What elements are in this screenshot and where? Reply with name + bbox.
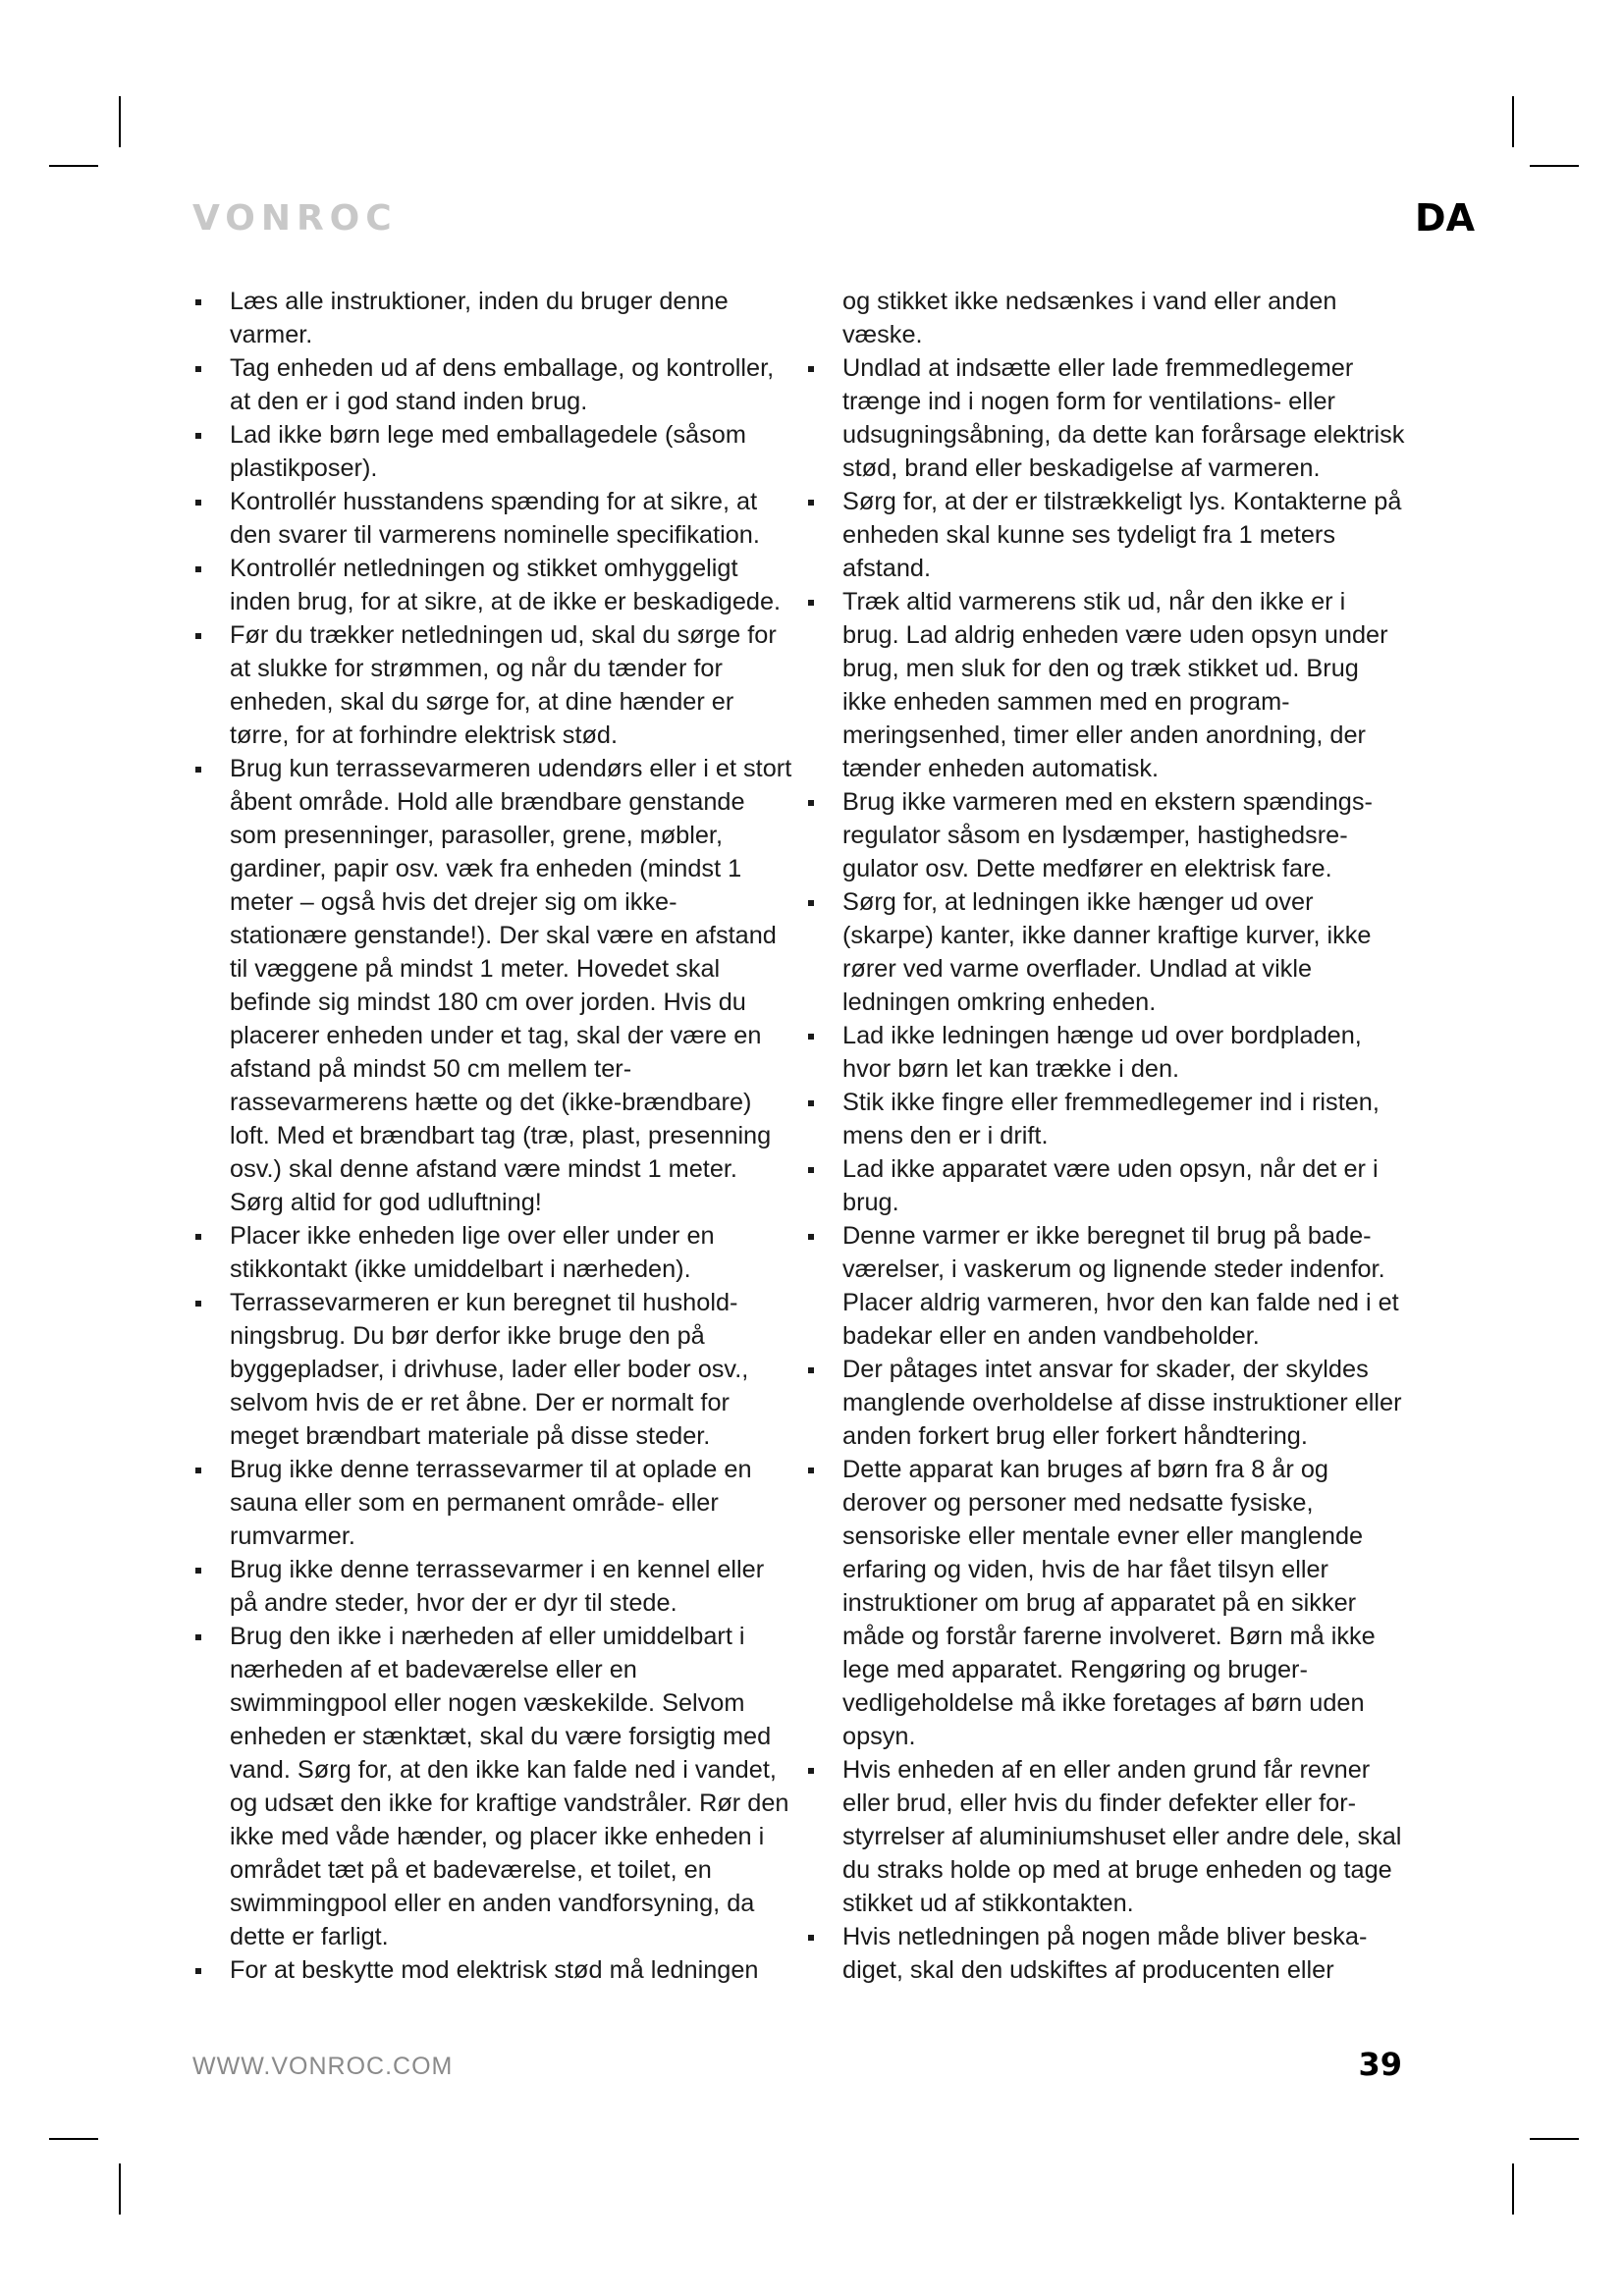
bullet-icon bbox=[195, 1468, 201, 1473]
bullet-icon bbox=[195, 767, 201, 773]
bullet-icon bbox=[195, 1301, 201, 1307]
bullet-icon bbox=[808, 1167, 814, 1173]
bullet-icon bbox=[808, 600, 814, 606]
list-item bbox=[805, 1920, 1406, 1987]
language-code: DA bbox=[1415, 196, 1475, 240]
list-item bbox=[192, 752, 793, 1219]
list-item bbox=[805, 585, 1406, 785]
bullet-icon bbox=[195, 433, 201, 439]
bullet-icon bbox=[195, 299, 201, 305]
list-item bbox=[192, 285, 793, 351]
list-item bbox=[192, 1286, 793, 1453]
list-item-text: Denne varmer er ikke beregnet til brug på badeværelser, i vaskerum og lignende steder indenfor. Placer aldrig varmeren, hvor den kan falde ned i et badekar eller en anden vandbeholder. bbox=[842, 1222, 1399, 1350]
list-item-text: Tag enheden ud af dens emballage, og kontroller, at den er i god stand inden brug. bbox=[230, 354, 775, 415]
list-item-continuation: og stikket ikke nedsænkes i vand eller anden væske. bbox=[842, 288, 1337, 348]
list-item bbox=[192, 1219, 793, 1286]
list-item bbox=[192, 1620, 793, 1953]
bullet-icon bbox=[195, 633, 201, 639]
list-item-text: Lad ikke apparatet være uden opsyn, når det er i brug. bbox=[842, 1155, 1379, 1216]
list-item bbox=[192, 1953, 793, 1987]
list-item-text: Før du trækker netledningen ud, skal du sørge for at slukke for strømmen, og når du tænder for enheden, skal du sørge for, at dine hænder er tørre, for at forhindre elektrisk stød. bbox=[230, 621, 777, 749]
list-item-text: Dette apparat kan bruges af børn fra 8 år og derover og personer med nedsatte fysiske, sensoriske eller mentale evner eller manglende erfaring og viden, hvis de har fået tilsyn eller instruktioner om brug af apparatet på en sikker måde og forstår farerne involveret. Børn må ikke lege med apparatet. Rengøring og brugervedligeholdelse må ikke foretages af børn uden opsyn. bbox=[842, 1456, 1376, 1750]
list-item bbox=[805, 1019, 1406, 1086]
list-item-text: Kontrollér netledningen og stikket omhyggeligt inden brug, for at sikre, at de ikke er beskadigede. bbox=[230, 555, 782, 615]
list-item-text: Kontrollér husstandens spænding for at sikre, at den svarer til varmerens nominelle specifikation. bbox=[230, 488, 760, 549]
list-item bbox=[805, 1086, 1406, 1152]
crop-mark bbox=[1512, 96, 1514, 147]
list-item-text: Brug den ikke i nærheden af eller umiddelbart i nærheden af et badeværelse eller en swimmingpool eller nogen væskekilde. Selvom enheden er stænktæt, skal du være forsigtig med vand. Sørg for, at den ikke kan falde ned i vandet, og udsæt den ikke for kraftige vandstråler. Rør den ikke med våde hænder, og placer ikke enheden i området tæt på et badeværelse, et toilet, en swimmingpool eller en anden vandforsyning, da dette er farligt. bbox=[230, 1623, 789, 1950]
bullet-icon bbox=[808, 1234, 814, 1240]
crop-mark bbox=[119, 96, 121, 147]
list-item-text: Der påtages intet ansvar for skader, der skyldes manglende overholdelse af disse instruktioner eller anden forkert brug eller forkert håndtering. bbox=[842, 1356, 1402, 1450]
list-item bbox=[192, 418, 793, 485]
crop-mark bbox=[49, 165, 98, 167]
crop-mark bbox=[1530, 2138, 1579, 2140]
list-item-text: Lad ikke ledningen hænge ud over bordpladen, hvor børn let kan trække i den. bbox=[842, 1022, 1362, 1083]
list-item bbox=[805, 1453, 1406, 1753]
list-item-text: Hvis netledningen på nogen måde bliver beskadiget, skal den udskiftes af producenten eller bbox=[842, 1923, 1368, 1984]
page-number: 39 bbox=[1358, 2046, 1402, 2083]
list-item bbox=[805, 1753, 1406, 1920]
bullet-icon bbox=[808, 1935, 814, 1941]
list-item-text: Træk altid varmerens stik ud, når den ikke er i brug. Lad aldrig enheden være uden opsyn under brug, men sluk for den og træk stikket ud. Brug ikke enheden sammen med en programmeringsenhed, timer eller anden anordning, der tænder enheden automatisk. bbox=[842, 588, 1388, 782]
bullet-icon bbox=[808, 1768, 814, 1774]
list-item bbox=[805, 1152, 1406, 1219]
list-item-text: For at beskytte mod elektrisk stød må ledningen bbox=[230, 1956, 759, 1984]
list-item-text: Undlad at indsætte eller lade fremmedlegemer trænge ind i nogen form for ventilations- eller udsugningsåbning, da dette kan forårsage elektrisk stød, brand eller beskadigelse af varmeren. bbox=[842, 354, 1405, 482]
crop-mark bbox=[1530, 165, 1579, 167]
list-item-text: Læs alle instruktioner, inden du bruger denne varmer. bbox=[230, 288, 729, 348]
bullet-icon bbox=[808, 800, 814, 806]
list-item-text: Brug ikke denne terrassevarmer til at oplade en sauna eller som en permanent område- eller rumvarmer. bbox=[230, 1456, 752, 1550]
bullet-icon bbox=[195, 1968, 201, 1974]
list-item bbox=[805, 885, 1406, 1019]
bullet-icon bbox=[808, 1034, 814, 1040]
bullet-icon bbox=[808, 366, 814, 372]
list-item-text: Placer ikke enheden lige over eller under en stikkontakt (ikke umiddelbart i nærheden). bbox=[230, 1222, 715, 1283]
list-item bbox=[192, 351, 793, 418]
bullet-icon bbox=[195, 1634, 201, 1640]
list-item-text: Lad ikke børn lege med emballagedele (såsom plastikposer). bbox=[230, 421, 746, 482]
list-item-text: Brug ikke varmeren med en ekstern spændingsregulator såsom en lysdæmper, hastighedsregulator osv. Dette medfører en elektrisk fare. bbox=[842, 788, 1373, 882]
list-item-text: Brug ikke denne terrassevarmer i en kennel eller på andre steder, hvor der er dyr til stede. bbox=[230, 1556, 765, 1617]
crop-mark bbox=[119, 2163, 121, 2215]
bullet-icon bbox=[195, 566, 201, 572]
bullet-icon bbox=[195, 366, 201, 372]
crop-mark bbox=[49, 2138, 98, 2140]
left-column bbox=[192, 285, 793, 1987]
crop-mark bbox=[1512, 2163, 1514, 2215]
bullet-icon bbox=[808, 1468, 814, 1473]
list-item bbox=[805, 785, 1406, 885]
list-item bbox=[805, 351, 1406, 485]
bullet-icon bbox=[808, 500, 814, 506]
bullet-icon bbox=[195, 1568, 201, 1574]
bullet-icon bbox=[808, 1100, 814, 1106]
list-item-text: Terrassevarmeren er kun beregnet til husholdningsbrug. Du bør derfor ikke bruge den på byggepladser, i drivhuse, lader eller boder osv., selvom hvis de er ret åbne. Der er normalt for meget brændbart materiale på disse steder. bbox=[230, 1289, 749, 1450]
bullet-icon bbox=[195, 500, 201, 506]
list-item bbox=[805, 1219, 1406, 1353]
bullet-icon bbox=[808, 900, 814, 906]
list-item-text: Sørg for, at der er tilstrækkeligt lys. Kontakterne på enheden skal kunne ses tydeligt fra 1 meters afstand. bbox=[842, 488, 1402, 582]
list-item bbox=[805, 1353, 1406, 1453]
list-item-text: Stik ikke fingre eller fremmedlegemer ind i risten, mens den er i drift. bbox=[842, 1089, 1380, 1149]
list-item bbox=[192, 1553, 793, 1620]
list-item bbox=[192, 1453, 793, 1553]
list-item bbox=[192, 618, 793, 752]
brand-logo: VONROC bbox=[192, 198, 398, 239]
list-item bbox=[805, 485, 1406, 585]
right-column bbox=[805, 285, 1406, 1987]
footer-url: WWW.VONROC.COM bbox=[192, 2053, 454, 2080]
list-item-text: Brug kun terrassevarmeren udendørs eller i et stort åbent område. Hold alle brændbare genstande som presenninger, parasoller, grene, møbler, gardiner, papir osv. væk fra enheden (mindst 1 meter – også hvis det drejer sig om ikke-stationære genstande!). Der skal være en afstand til væggene på mindst 1 meter. Hovedet skal befinde sig mindst 180 cm over jorden. Hvis du placerer enheden under et tag, skal der være en afstand på mindst 50 cm mellem terrassevarmerens hætte og det (ikke-brændbare) loft. Med et brændbart tag (træ, plast, presenning osv.) skal denne afstand være mindst 1 meter. Sørg altid for god udluftning! bbox=[230, 755, 792, 1216]
list-item-text: Sørg for, at ledningen ikke hænger ud over (skarpe) kanter, ikke danner kraftige kurver, ikke rører ved varme overflader. Undlad at vikle ledningen omkring enheden. bbox=[842, 888, 1372, 1016]
bullet-icon bbox=[808, 1367, 814, 1373]
list-item-text: Hvis enheden af en eller anden grund får revner eller brud, eller hvis du finder defekter eller forstyrrelser af aluminiumshuset eller andre dele, skal du straks holde op med at bruge enheden og tage stikket ud af stikkontakten. bbox=[842, 1756, 1402, 1917]
bullet-icon bbox=[195, 1234, 201, 1240]
list-item bbox=[192, 485, 793, 552]
list-item bbox=[192, 552, 793, 618]
